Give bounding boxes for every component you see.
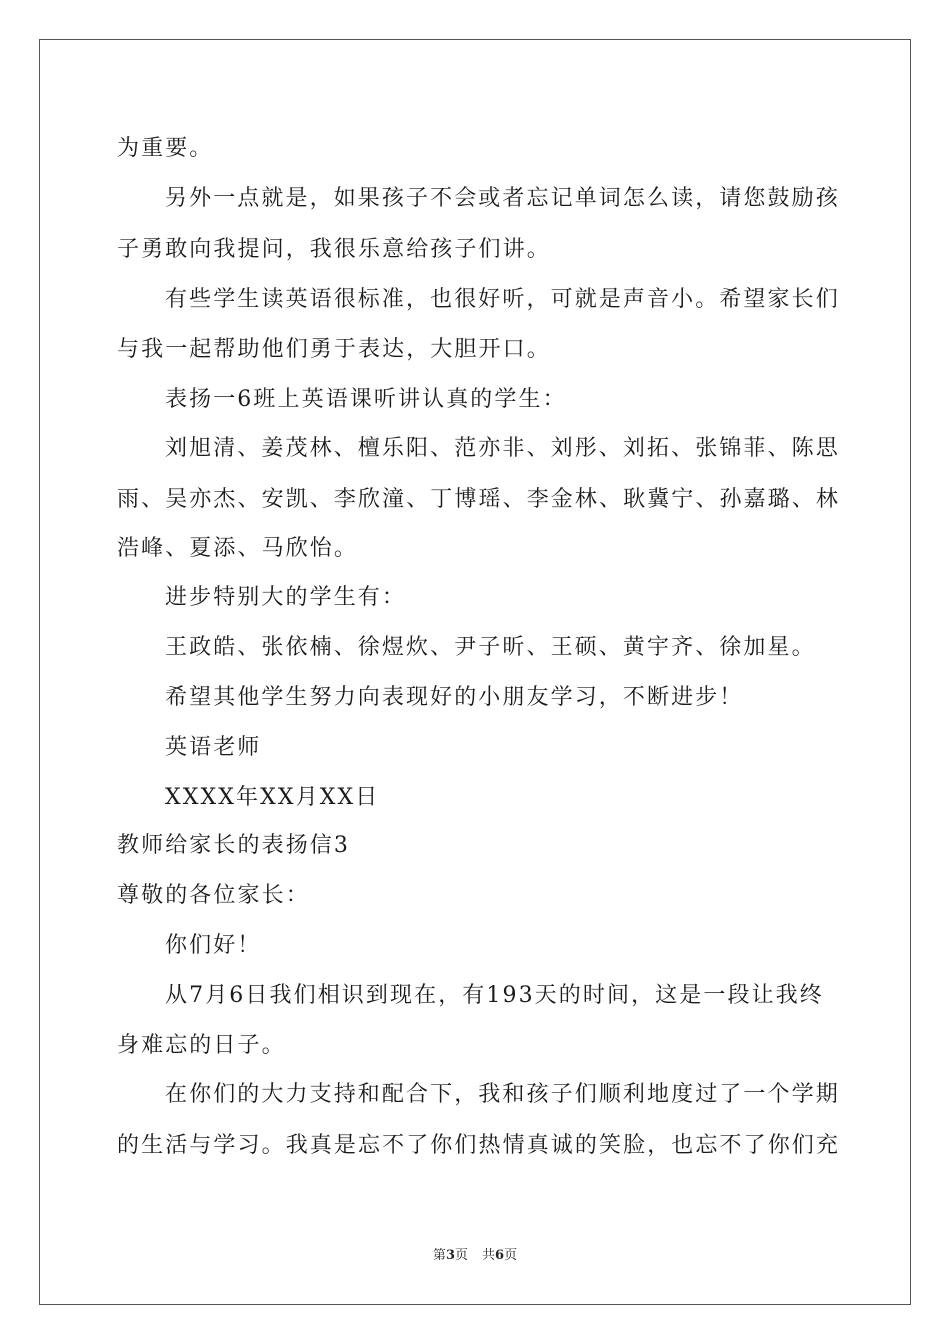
body-line: 的生活与学习。我真是忘不了你们热情真诚的笑脸，也忘不了你们充 <box>117 1133 841 1158</box>
page-border <box>39 39 911 1305</box>
footer-page-total: 6 <box>495 1248 505 1263</box>
body-line: 刘旭清、姜茂林、檀乐阳、范亦非、刘彤、刘拓、张锦菲、陈思 <box>165 436 840 461</box>
section-title: 教师给家长的表扬信3 <box>117 833 350 858</box>
signature-date: XXXX年XX月XX日 <box>165 785 380 810</box>
signature-title: 英语老师 <box>165 735 262 760</box>
body-line: 表扬一6班上英语课听讲认真的学生： <box>165 387 567 412</box>
body-line: 在你们的大力支持和配合下，我和孩子们顺利地度过了一个学期 <box>165 1082 840 1107</box>
page-footer <box>0 1248 950 1264</box>
body-line: 身难忘的日子。 <box>117 1033 286 1058</box>
footer-page-prefix: 第 <box>432 1248 446 1263</box>
footer-total-unit: 页 <box>504 1248 518 1263</box>
greeting: 你们好！ <box>165 933 262 958</box>
body-line: 雨、吴亦杰、安凯、李欣潼、丁博瑶、李金林、耿冀宁、孙嘉璐、林 <box>117 487 841 512</box>
salutation: 尊敬的各位家长： <box>117 883 310 908</box>
body-line: 另外一点就是，如果孩子不会或者忘记单词怎么读，请您鼓励孩 <box>165 186 840 211</box>
footer-total-prefix: 共 <box>482 1248 496 1263</box>
body-line: 希望其他学生努力向表现好的小朋友学习，不断进步！ <box>165 685 744 710</box>
body-line: 子勇敢向我提问，我很乐意给孩子们讲。 <box>117 237 551 262</box>
body-line: 与我一起帮助他们勇于表达，大胆开口。 <box>117 337 551 362</box>
body-line: 王政皓、张依楠、徐煜炊、尹子昕、王硕、黄宇齐、徐加星。 <box>165 635 816 660</box>
footer-page-unit: 页 <box>454 1248 468 1263</box>
body-line: 有些学生读英语很标准，也很好听，可就是声音小。希望家长们 <box>165 287 840 312</box>
body-line: 为重要。 <box>117 136 214 161</box>
body-line: 从7月6日我们相识到现在，有193天的时间，这是一段让我终 <box>165 983 824 1008</box>
footer-page-current: 3 <box>445 1248 455 1263</box>
body-line: 浩峰、夏添、马欣怡。 <box>117 536 359 561</box>
body-line: 进步特别大的学生有： <box>165 585 407 610</box>
